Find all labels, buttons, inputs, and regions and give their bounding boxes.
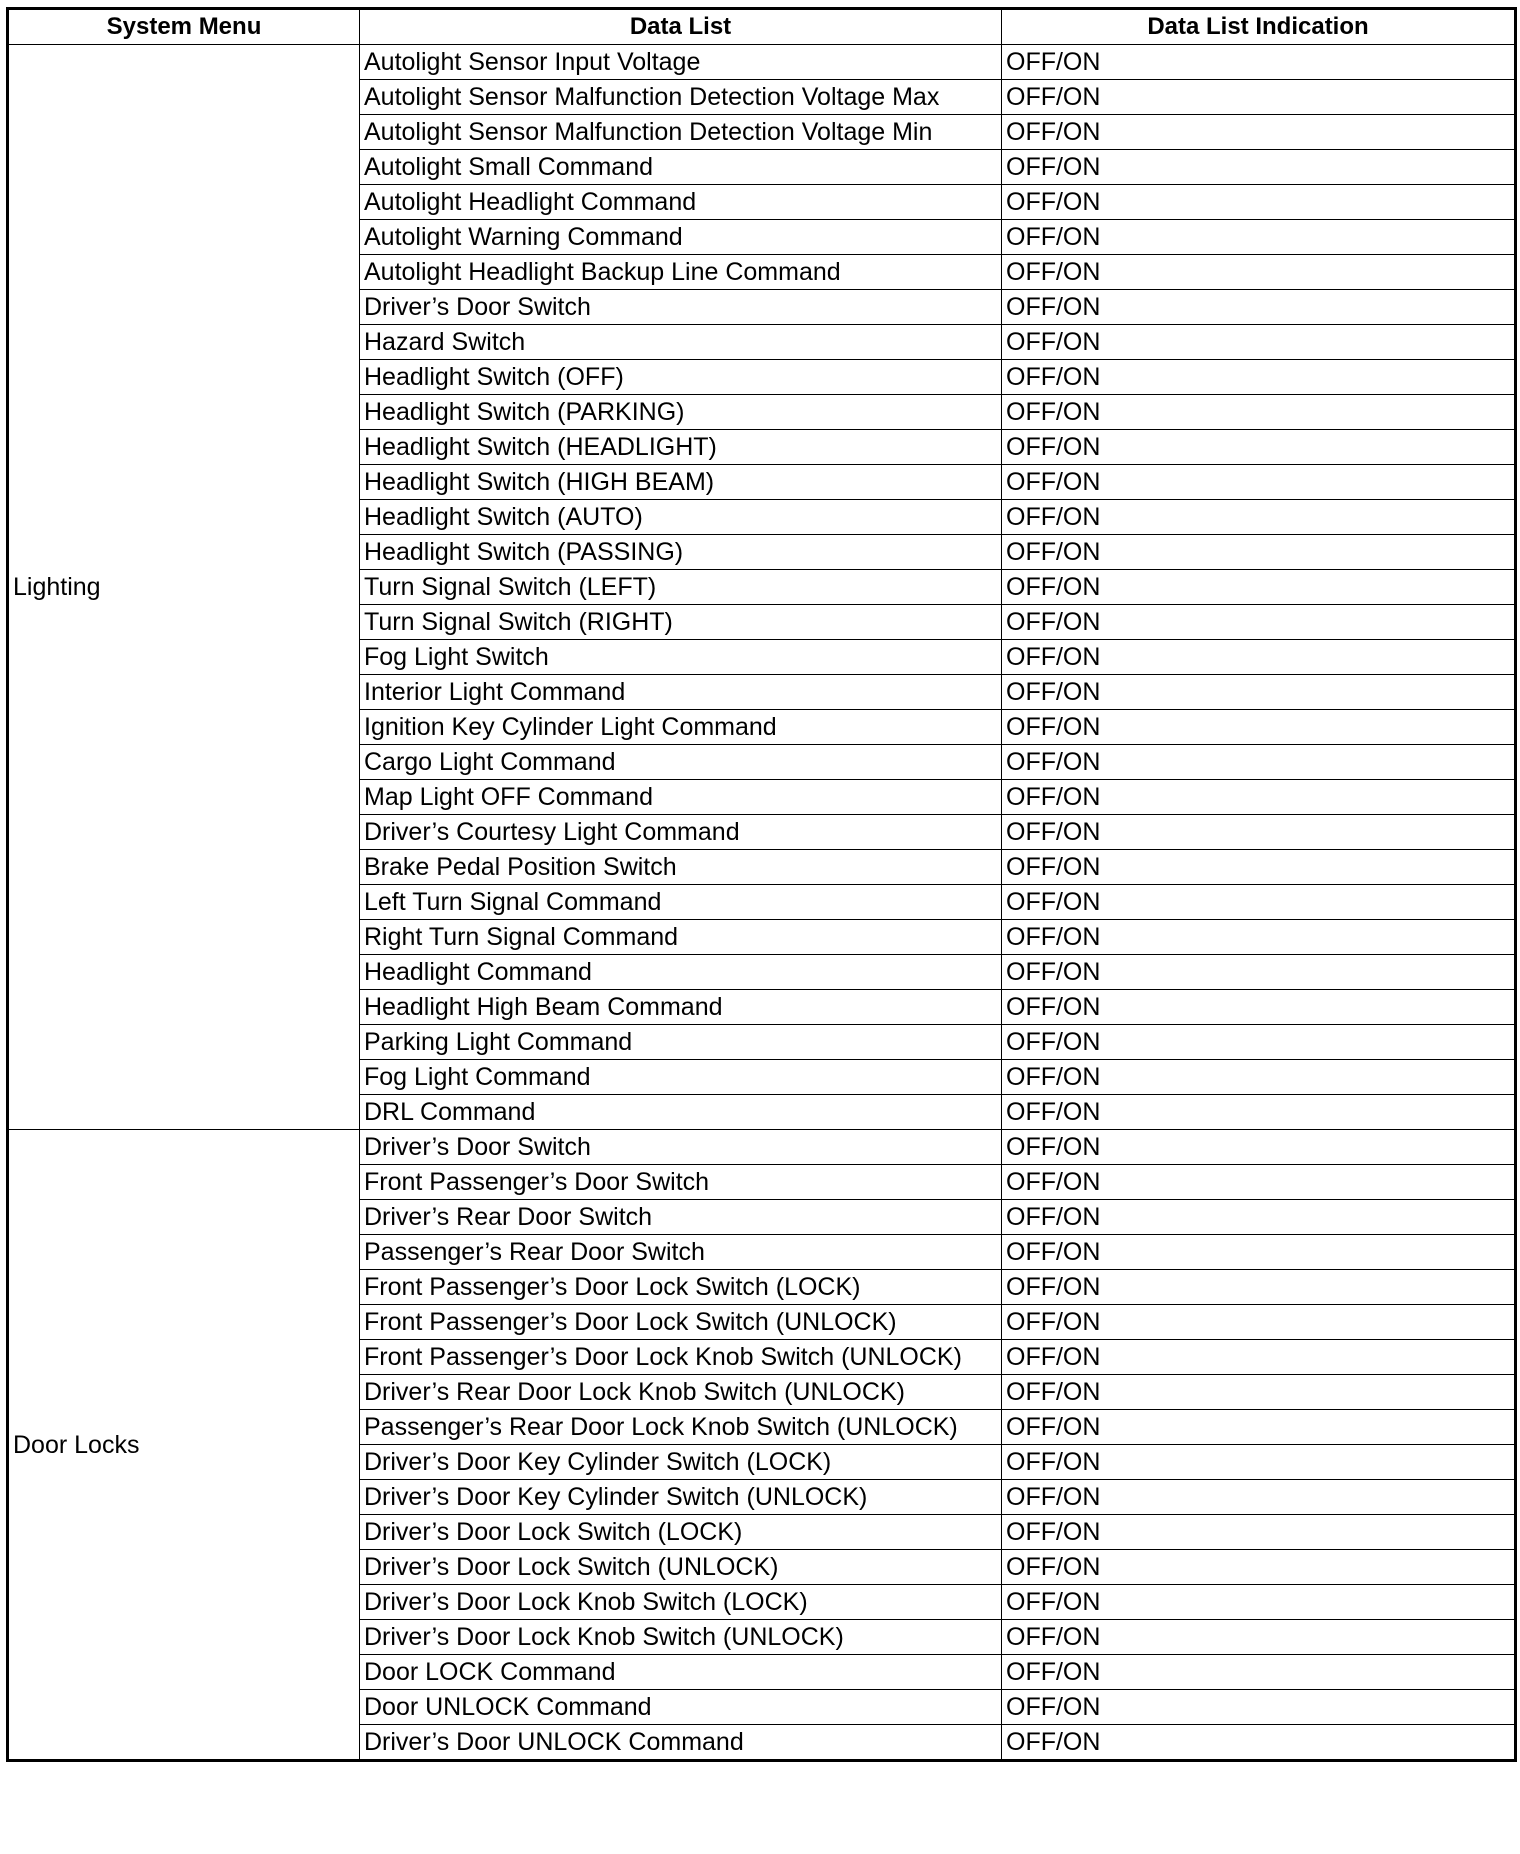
indication-cell: OFF/ON xyxy=(1002,1585,1516,1620)
data-list-cell: Door LOCK Command xyxy=(360,1655,1002,1690)
data-list-cell: Turn Signal Switch (RIGHT) xyxy=(360,605,1002,640)
data-list-cell: Driver’s Door Key Cylinder Switch (LOCK) xyxy=(360,1445,1002,1480)
indication-cell: OFF/ON xyxy=(1002,1305,1516,1340)
data-list-cell: Headlight Switch (OFF) xyxy=(360,360,1002,395)
data-list-cell: Headlight Switch (HIGH BEAM) xyxy=(360,465,1002,500)
data-list-table xyxy=(6,7,1517,1762)
data-list-cell: Driver’s Courtesy Light Command xyxy=(360,815,1002,850)
data-list-cell: Autolight Headlight Backup Line Command xyxy=(360,255,1002,290)
data-list-cell: Driver’s Rear Door Switch xyxy=(360,1200,1002,1235)
indication-cell: OFF/ON xyxy=(1002,1550,1516,1585)
data-list-cell: Passenger’s Rear Door Switch xyxy=(360,1235,1002,1270)
indication-cell: OFF/ON xyxy=(1002,500,1516,535)
data-list-cell: Left Turn Signal Command xyxy=(360,885,1002,920)
system-menu-cell: Door Locks xyxy=(8,1130,360,1761)
indication-cell: OFF/ON xyxy=(1002,1375,1516,1410)
indication-cell: OFF/ON xyxy=(1002,220,1516,255)
indication-cell: OFF/ON xyxy=(1002,430,1516,465)
table-row xyxy=(8,1130,1516,1165)
indication-cell: OFF/ON xyxy=(1002,745,1516,780)
data-list-cell: Autolight Warning Command xyxy=(360,220,1002,255)
indication-cell: OFF/ON xyxy=(1002,675,1516,710)
indication-cell: OFF/ON xyxy=(1002,1515,1516,1550)
indication-cell: OFF/ON xyxy=(1002,640,1516,675)
data-list-cell: Door UNLOCK Command xyxy=(360,1690,1002,1725)
indication-cell: OFF/ON xyxy=(1002,815,1516,850)
data-list-cell: Front Passenger’s Door Lock Switch (LOCK) xyxy=(360,1270,1002,1305)
table-row xyxy=(8,45,1516,80)
indication-cell: OFF/ON xyxy=(1002,1410,1516,1445)
data-list-cell: Passenger’s Rear Door Lock Knob Switch (UNLOCK) xyxy=(360,1410,1002,1445)
indication-cell: OFF/ON xyxy=(1002,1060,1516,1095)
header-data-list: Data List xyxy=(360,9,1002,45)
data-list-cell: Headlight Switch (PARKING) xyxy=(360,395,1002,430)
indication-cell: OFF/ON xyxy=(1002,1130,1516,1165)
data-list-cell: Driver’s Door Lock Knob Switch (LOCK) xyxy=(360,1585,1002,1620)
data-list-cell: Driver’s Door Lock Knob Switch (UNLOCK) xyxy=(360,1620,1002,1655)
indication-cell: OFF/ON xyxy=(1002,885,1516,920)
indication-cell: OFF/ON xyxy=(1002,955,1516,990)
data-list-cell: Autolight Sensor Input Voltage xyxy=(360,45,1002,80)
data-list-cell: Headlight Switch (AUTO) xyxy=(360,500,1002,535)
indication-cell: OFF/ON xyxy=(1002,1025,1516,1060)
data-list-cell: Front Passenger’s Door Lock Switch (UNLOCK) xyxy=(360,1305,1002,1340)
indication-cell: OFF/ON xyxy=(1002,1270,1516,1305)
data-list-cell: Headlight Switch (HEADLIGHT) xyxy=(360,430,1002,465)
indication-cell: OFF/ON xyxy=(1002,570,1516,605)
data-list-cell: Interior Light Command xyxy=(360,675,1002,710)
data-list-cell: Headlight Switch (PASSING) xyxy=(360,535,1002,570)
indication-cell: OFF/ON xyxy=(1002,1200,1516,1235)
data-list-cell: Autolight Headlight Command xyxy=(360,185,1002,220)
indication-cell: OFF/ON xyxy=(1002,150,1516,185)
indication-cell: OFF/ON xyxy=(1002,920,1516,955)
data-list-cell: Headlight Command xyxy=(360,955,1002,990)
indication-cell: OFF/ON xyxy=(1002,325,1516,360)
data-list-cell: Turn Signal Switch (LEFT) xyxy=(360,570,1002,605)
indication-cell: OFF/ON xyxy=(1002,535,1516,570)
data-list-cell: Autolight Small Command xyxy=(360,150,1002,185)
data-list-cell: Hazard Switch xyxy=(360,325,1002,360)
indication-cell: OFF/ON xyxy=(1002,1165,1516,1200)
indication-cell: OFF/ON xyxy=(1002,185,1516,220)
indication-cell: OFF/ON xyxy=(1002,850,1516,885)
indication-cell: OFF/ON xyxy=(1002,1480,1516,1515)
data-list-cell: Driver’s Door UNLOCK Command xyxy=(360,1725,1002,1761)
indication-cell: OFF/ON xyxy=(1002,290,1516,325)
indication-cell: OFF/ON xyxy=(1002,80,1516,115)
data-list-cell: Autolight Sensor Malfunction Detection Voltage Min xyxy=(360,115,1002,150)
indication-cell: OFF/ON xyxy=(1002,1725,1516,1761)
indication-cell: OFF/ON xyxy=(1002,710,1516,745)
indication-cell: OFF/ON xyxy=(1002,465,1516,500)
data-list-cell: Cargo Light Command xyxy=(360,745,1002,780)
indication-cell: OFF/ON xyxy=(1002,395,1516,430)
data-list-cell: Ignition Key Cylinder Light Command xyxy=(360,710,1002,745)
system-menu-cell: Lighting xyxy=(8,45,360,1130)
data-list-cell: Fog Light Switch xyxy=(360,640,1002,675)
indication-cell: OFF/ON xyxy=(1002,1655,1516,1690)
indication-cell: OFF/ON xyxy=(1002,1620,1516,1655)
indication-cell: OFF/ON xyxy=(1002,45,1516,80)
data-list-cell: Autolight Sensor Malfunction Detection Voltage Max xyxy=(360,80,1002,115)
data-list-cell: DRL Command xyxy=(360,1095,1002,1130)
indication-cell: OFF/ON xyxy=(1002,1690,1516,1725)
header-system-menu: System Menu xyxy=(8,9,360,45)
indication-cell: OFF/ON xyxy=(1002,115,1516,150)
table-body xyxy=(8,45,1516,1761)
indication-cell: OFF/ON xyxy=(1002,780,1516,815)
data-list-cell: Headlight High Beam Command xyxy=(360,990,1002,1025)
indication-cell: OFF/ON xyxy=(1002,1340,1516,1375)
data-list-cell: Driver’s Door Key Cylinder Switch (UNLOCK) xyxy=(360,1480,1002,1515)
indication-cell: OFF/ON xyxy=(1002,1445,1516,1480)
indication-cell: OFF/ON xyxy=(1002,990,1516,1025)
data-list-cell: Driver’s Door Lock Switch (UNLOCK) xyxy=(360,1550,1002,1585)
indication-cell: OFF/ON xyxy=(1002,1095,1516,1130)
data-list-cell: Driver’s Door Lock Switch (LOCK) xyxy=(360,1515,1002,1550)
data-list-cell: Front Passenger’s Door Switch xyxy=(360,1165,1002,1200)
data-list-cell: Front Passenger’s Door Lock Knob Switch (UNLOCK) xyxy=(360,1340,1002,1375)
header-data-list-indication: Data List Indication xyxy=(1002,9,1516,45)
data-list-cell: Map Light OFF Command xyxy=(360,780,1002,815)
header-row xyxy=(8,9,1516,45)
indication-cell: OFF/ON xyxy=(1002,360,1516,395)
indication-cell: OFF/ON xyxy=(1002,255,1516,290)
data-list-cell: Brake Pedal Position Switch xyxy=(360,850,1002,885)
data-list-cell: Driver’s Door Switch xyxy=(360,290,1002,325)
data-list-cell: Driver’s Rear Door Lock Knob Switch (UNLOCK) xyxy=(360,1375,1002,1410)
indication-cell: OFF/ON xyxy=(1002,605,1516,640)
data-list-cell: Driver’s Door Switch xyxy=(360,1130,1002,1165)
data-list-cell: Right Turn Signal Command xyxy=(360,920,1002,955)
indication-cell: OFF/ON xyxy=(1002,1235,1516,1270)
data-list-cell: Fog Light Command xyxy=(360,1060,1002,1095)
data-list-cell: Parking Light Command xyxy=(360,1025,1002,1060)
